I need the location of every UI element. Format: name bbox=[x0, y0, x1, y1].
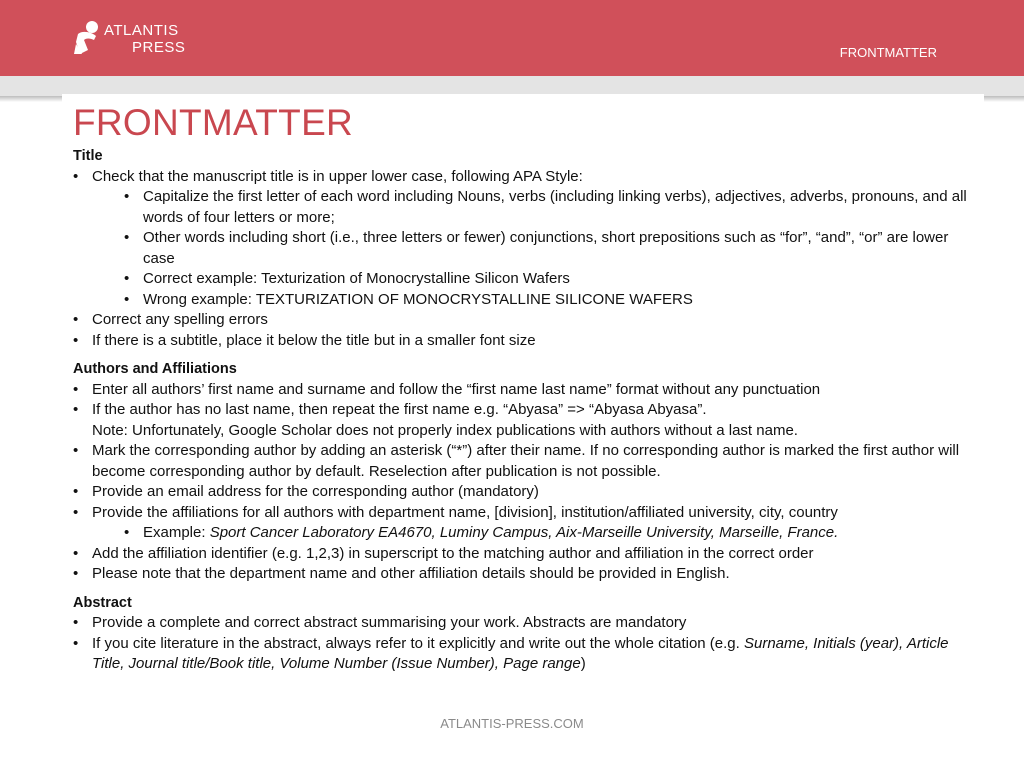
authors-list bbox=[73, 380, 973, 585]
citation-end: ) bbox=[580, 655, 586, 672]
band-shadow-left bbox=[0, 96, 62, 102]
list-item: • Provide an email address for the corresponding author (mandatory) bbox=[73, 482, 973, 503]
sub-list-item: • Wrong example: TEXTURIZATION OF MONOCRYSTALLINE SILICONE WAFERS bbox=[73, 290, 973, 311]
logo-wordmark bbox=[104, 22, 185, 56]
list-item: • Provide the affiliations for all authors with department name, [division], institution/affiliated university, city, country bbox=[73, 503, 973, 524]
header-band bbox=[0, 76, 1024, 96]
citation-format: Surname, Initials (year), Article Title, Journal title/Book title, Volume Number (Issue Number), Page range bbox=[92, 634, 949, 672]
example-label: Example: bbox=[143, 524, 210, 541]
page-title: FRONTMATTER bbox=[73, 102, 354, 143]
list-item: • Provide a complete and correct abstract summarising your work. Abstracts are mandatory bbox=[73, 613, 973, 634]
section-heading-authors: Authors and Affiliations bbox=[73, 361, 237, 377]
sub-list-item: • Other words including short (i.e., three letters or fewer) conjunctions, short prepositions such as “for”, “and”, “or” are lower case bbox=[73, 228, 973, 269]
author-note: Note: Unfortunately, Google Scholar does not properly index publications with authors without a last name. bbox=[92, 421, 798, 439]
example-affiliation: Sport Cancer Laboratory EA4670, Luminy Campus, Aix-Marseille University, Marseille, France. bbox=[209, 524, 839, 541]
header-section-label: FRONTMATTER bbox=[839, 45, 937, 60]
band-shadow-right bbox=[984, 96, 1024, 102]
list-item: • Check that the manuscript title is in upper lower case, following APA Style: bbox=[73, 167, 973, 188]
list-item: • Correct any spelling errors bbox=[73, 310, 973, 331]
list-item: • If the author has no last name, then repeat the first name e.g. “Abyasa” => “Abyasa Abyasa”. bbox=[73, 400, 973, 421]
list-item: • If there is a subtitle, place it below the title but in a smaller font size bbox=[73, 331, 973, 352]
list-item: • Add the affiliation identifier (e.g. 1,2,3) in superscript to the matching author and affiliation in the correct order bbox=[73, 544, 973, 565]
title-list bbox=[73, 167, 973, 352]
logo-line-1: ATLANTIS bbox=[104, 22, 179, 39]
section-heading-title: Title bbox=[73, 148, 103, 164]
list-item: • Mark the corresponding author by adding an asterisk (“*”) after their name. If no corresponding author is marked the first author will become corresponding author by default. Reselection after publication is not possible. bbox=[73, 441, 973, 482]
logo-line-2: PRESS bbox=[132, 39, 186, 56]
sub-list-item: • Correct example: Texturization of Monocrystalline Silicon Wafers bbox=[73, 269, 973, 290]
sub-list-item: • Capitalize the first letter of each word including Nouns, verbs (including linking verbs), adjectives, adverbs, pronouns, and all words of four letters or more; bbox=[73, 187, 973, 228]
header-bar bbox=[0, 0, 1024, 76]
sub-list-item-example bbox=[73, 523, 973, 544]
section-heading-abstract: Abstract bbox=[73, 594, 132, 611]
footer-url[interactable]: ATLANTIS-PRESS.COM bbox=[440, 716, 584, 731]
slide-content bbox=[73, 146, 973, 675]
abstract-list bbox=[73, 613, 973, 675]
list-item-citation bbox=[73, 634, 973, 675]
list-item: • Please note that the department name and other affiliation details should be provided in English. bbox=[73, 564, 973, 585]
atlantis-press-logo[interactable] bbox=[72, 20, 192, 62]
citation-lead: If you cite literature in the abstract, always refer to it explicitly and write out the whole citation (e.g. bbox=[92, 634, 744, 652]
list-item: • Enter all authors’ first name and surname and follow the “first name last name” format without any punctuation bbox=[73, 380, 973, 401]
atlas-figure-icon bbox=[72, 20, 102, 56]
